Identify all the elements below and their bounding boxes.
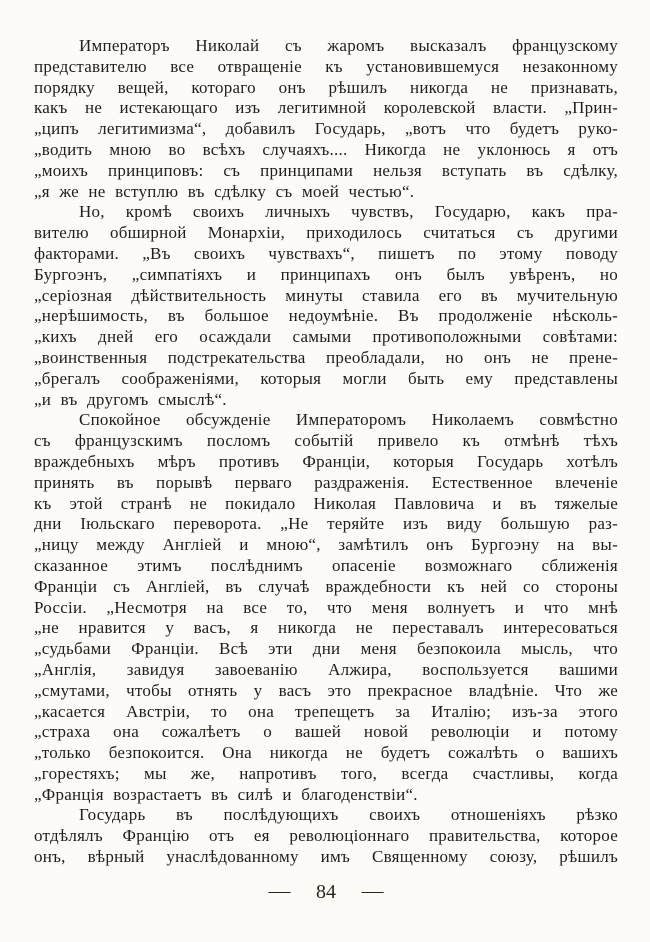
page-number: 84 xyxy=(316,880,336,903)
text-line: факторами. „Въ своихъ чувствахъ“, пишетъ по этому поводу xyxy=(34,243,618,263)
text-line: „Франція возрастаетъ въ силѣ и благоденствіи“. xyxy=(34,784,418,804)
text-line: „касается Австріи, то она трепещетъ за Италію; изъ-за этого xyxy=(34,701,618,721)
text-line: Россіи. „Несмотря на все то, что меня волнуетъ и что мнѣ xyxy=(34,597,618,617)
text-line: представителю все отвращеніе къ установившемуся незаконному xyxy=(34,56,618,76)
text-line: „горестяхъ; мы же, напротивъ того, всегда счастливы, когда xyxy=(34,763,618,783)
text-line: враждебныхъ мѣръ противъ Франціи, которыя Государь хотѣлъ xyxy=(34,451,618,471)
footer-right-dash: — xyxy=(361,881,384,903)
text-line: вителю обширной Монархіи, приходилось считаться съ другими xyxy=(34,223,618,243)
page-footer xyxy=(34,881,618,904)
footer-left-dash: — xyxy=(268,881,291,903)
text-line: сказанное этимъ послѣднимъ опасеніе возможнаго сближенія xyxy=(34,555,618,575)
text-line: „брегалъ соображеніями, которыя могли быть ему представлены xyxy=(34,368,618,388)
text-line: Спокойное обсужденіе Императоромъ Николаемъ совмѣстно xyxy=(79,410,618,430)
text-line: Но, кромѣ своихъ личныхъ чувствъ, Государю, какъ пра- xyxy=(79,202,618,222)
text-line: „только безпокоится. Она никогда не будетъ сожалѣть о вашихъ xyxy=(34,743,618,763)
text-line: къ этой странѣ не покидало Николая Павловича и въ тяжелые xyxy=(34,493,618,513)
text-line: какъ не истекающаго изъ легитимной королевской власти. „Прин- xyxy=(34,98,618,118)
text-line: принять въ порывѣ перваго раздраженія. Естественное влеченіе xyxy=(34,472,618,492)
text-line: „Англія, завидуя завоеванію Алжира, воспользуется вашими xyxy=(34,659,618,679)
text-line: отдѣлялъ Францію отъ ея революціоннаго правительства, которое xyxy=(34,826,618,846)
text-line: „воинственныя подстрекательства преобладали, но онъ не прене- xyxy=(34,347,618,367)
text-line: „не нравится у васъ, я никогда не переставалъ интересоваться xyxy=(34,618,618,638)
text-line: „серіозная дѣйствительность минуты ставила его въ мучительную xyxy=(34,285,618,305)
text-line: Франціи съ Англіей, въ случаѣ враждебности къ ней со стороны xyxy=(34,576,618,596)
text-line: „и въ другомъ смыслѣ“. xyxy=(34,389,227,409)
text-line: Государь въ послѣдующихъ своихъ отношеніяхъ рѣзко xyxy=(79,805,618,825)
text-line: Бургоэнъ, „симпатіяхъ и принципахъ онъ былъ увѣренъ, но xyxy=(34,264,618,284)
text-line: „моихъ принциповъ: съ принципами нельзя вступать въ сдѣлку, xyxy=(34,160,618,180)
text-line: „нерѣшимость, въ большое недоумѣніе. Въ продолженіе нѣсколь- xyxy=(34,306,618,326)
text-line: дни Іюльскаго переворота. „Не теряйте изъ виду большую раз- xyxy=(34,514,618,534)
text-line: „я же не вступлю въ сдѣлку съ моей честью“. xyxy=(34,181,415,201)
text-line: съ французскимъ посломъ событій привело къ отмѣнѣ тѣхъ xyxy=(34,431,618,451)
text-line: „смутами, чтобы отнять у васъ это прекрасное владѣніе. Что же xyxy=(34,680,618,700)
body-text xyxy=(34,36,618,868)
text-line: „ципъ легитимизма“, добавилъ Государь, „вотъ что будетъ руко- xyxy=(34,119,618,139)
text-line: „судьбами Франціи. Всѣ эти дни меня безпокоила мысль, что xyxy=(34,639,618,659)
text-line: „страха она сожалѣетъ о вашей новой революціи и потому xyxy=(34,722,618,742)
text-line: „водить мною во всѣхъ случаяхъ.... Никогда не уклонюсь я отъ xyxy=(34,139,618,159)
text-line: Императоръ Николай съ жаромъ высказалъ французскому xyxy=(79,36,618,55)
text-line: порядку вещей, котораго онъ рѣшилъ никогда не признавать, xyxy=(34,77,618,97)
text-line: „кихъ дней его осаждали самыми противоположными совѣтами: xyxy=(34,327,618,347)
text-line: „ницу между Англіей и мною“, замѣтилъ онъ Бургоэну на вы- xyxy=(34,535,618,555)
text-line: онъ, вѣрный унаслѣдованному имъ Священному союзу, рѣшилъ xyxy=(34,847,618,867)
